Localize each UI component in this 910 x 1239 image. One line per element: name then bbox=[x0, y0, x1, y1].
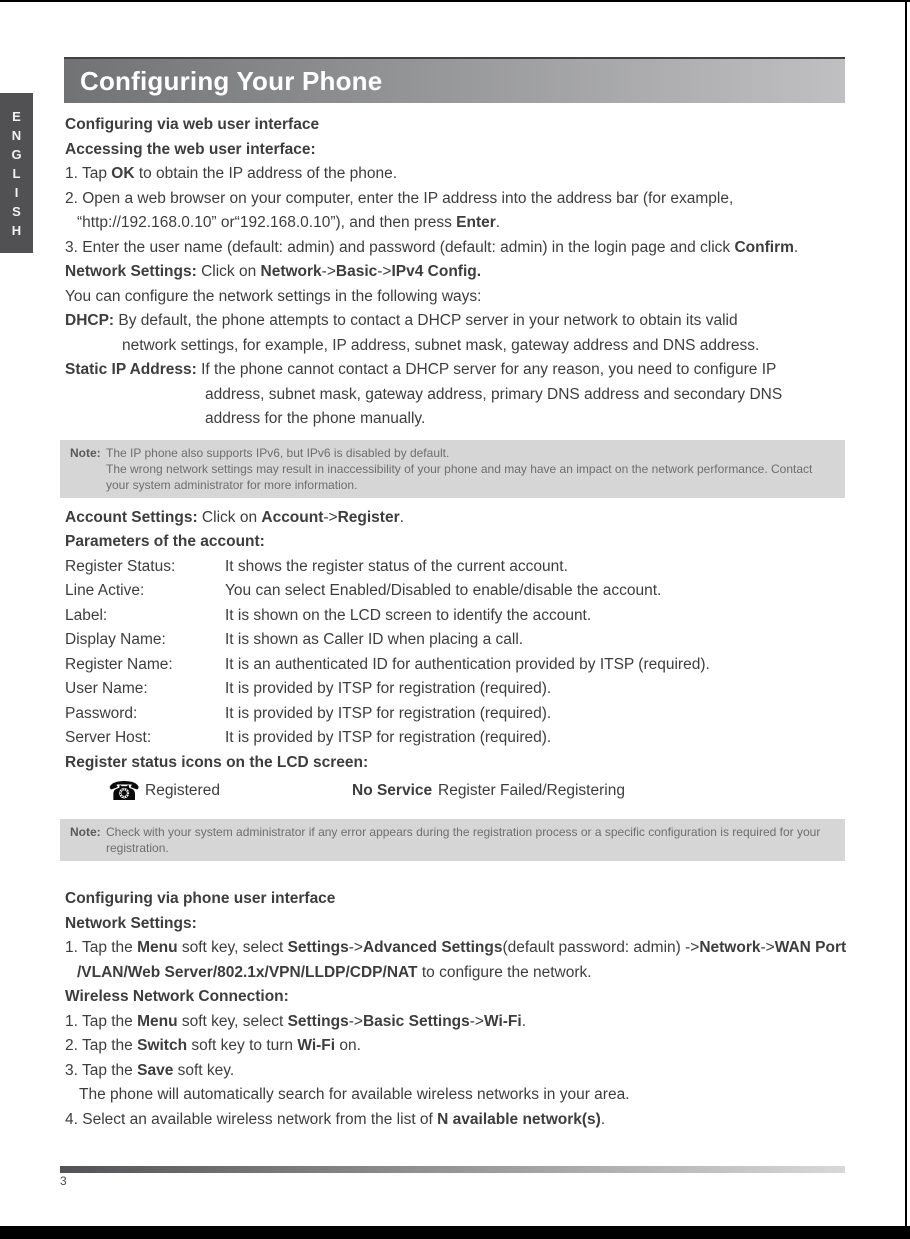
text-run: -> bbox=[323, 508, 338, 526]
bold-text-run: /VLAN/Web Server/802.1x/VPN/LLDP/CDP/NAT bbox=[77, 963, 418, 981]
spacer bbox=[60, 432, 845, 440]
register-status-icons-row bbox=[60, 775, 845, 815]
param-label: Register Name: bbox=[65, 655, 173, 673]
language-letter: H bbox=[11, 222, 22, 238]
text-run: -> bbox=[348, 1012, 363, 1030]
text-line bbox=[60, 751, 845, 776]
text-run: Click on bbox=[197, 508, 262, 526]
bold-text-run: Network Settings: bbox=[65, 263, 197, 280]
bold-text-run: Account Settings: bbox=[65, 508, 198, 526]
text-run: . bbox=[495, 214, 501, 231]
bold-text-run: Network bbox=[260, 263, 322, 280]
language-letter: G bbox=[11, 146, 22, 162]
page-right-border bbox=[905, 0, 907, 1226]
footer-divider-bar bbox=[60, 1166, 845, 1173]
text-run: 2. Tap the bbox=[65, 1037, 138, 1054]
text-run: address for the phone manually. bbox=[205, 410, 426, 427]
text-line bbox=[60, 936, 845, 961]
page-bottom-border bbox=[0, 1226, 910, 1239]
bold-text-run: Register status icons on the LCD screen: bbox=[65, 753, 369, 771]
document-body bbox=[60, 113, 845, 1132]
bold-text-run: Menu bbox=[137, 1012, 178, 1030]
bold-text-run: Account bbox=[261, 508, 324, 526]
param-label: Display Name: bbox=[65, 631, 166, 648]
bold-text-run: Configuring via web user interface bbox=[65, 116, 320, 133]
bold-text-run: Accessing the web user interface: bbox=[65, 140, 316, 158]
param-row bbox=[60, 604, 845, 629]
bold-text-run: IPv4 Config. bbox=[391, 263, 482, 280]
page-number: 3 bbox=[60, 1174, 67, 1188]
language-letter: N bbox=[11, 127, 22, 143]
bold-text-run: OK bbox=[111, 165, 135, 182]
note-label: Note: bbox=[70, 825, 101, 839]
text-run: By default, the phone attempts to contact a DHCP server in your network to obtain its valid bbox=[114, 312, 738, 329]
status-no-service-label: No Service bbox=[352, 782, 433, 799]
text-line bbox=[60, 1059, 845, 1084]
bold-text-run: N available network(s) bbox=[437, 1110, 601, 1128]
text-run: 4. Select an available wireless network from the list of bbox=[65, 1110, 438, 1128]
text-run: . bbox=[399, 508, 404, 526]
bold-text-run: Basic Settings bbox=[362, 1012, 470, 1030]
param-description: It is provided by ITSP for registration (required). bbox=[225, 680, 552, 697]
bold-text-run: Confirm bbox=[734, 238, 794, 256]
text-run: -> bbox=[760, 939, 775, 956]
text-run: If the phone cannot contact a DHCP server for any reason, you need to configure IP bbox=[196, 361, 777, 378]
text-line bbox=[60, 985, 845, 1010]
text-run: . bbox=[600, 1110, 606, 1128]
bold-text-run: Basic bbox=[335, 263, 378, 280]
bold-text-run: Network bbox=[699, 939, 761, 956]
text-line bbox=[60, 1034, 845, 1059]
text-run: 1. Tap the bbox=[65, 1012, 138, 1030]
note-box bbox=[60, 440, 845, 498]
text-line bbox=[60, 236, 845, 261]
bold-text-run: WAN Port bbox=[774, 939, 847, 956]
spacer bbox=[60, 498, 845, 506]
note-box bbox=[60, 819, 845, 861]
text-run: You can configure the network settings in the following ways: bbox=[65, 287, 482, 305]
text-run: -> bbox=[469, 1012, 484, 1030]
text-line bbox=[60, 358, 845, 383]
text-line bbox=[60, 912, 845, 937]
note-paragraph: Check with your system administrator if any error appears during the registration process or a specific configuration is required for your registration. bbox=[106, 825, 821, 855]
param-row bbox=[60, 653, 845, 678]
bold-text-run: Switch bbox=[137, 1037, 188, 1054]
text-line bbox=[60, 309, 845, 334]
text-line bbox=[60, 1108, 845, 1133]
bold-text-run: Advanced Settings bbox=[362, 939, 503, 956]
text-run: network settings, for example, IP address, subnet mask, gateway address and DNS address. bbox=[122, 336, 760, 354]
bold-text-run: Network Settings: bbox=[65, 914, 197, 932]
param-row bbox=[60, 628, 845, 653]
param-row bbox=[60, 677, 845, 702]
param-label: User Name: bbox=[65, 680, 148, 697]
text-line bbox=[60, 260, 845, 285]
text-line bbox=[60, 961, 845, 986]
param-row bbox=[60, 555, 845, 580]
note-paragraph: The wrong network settings may result in inaccessibility of your phone and may have an impact on the network performance. Contact your system administrator for more information. bbox=[106, 461, 813, 492]
bold-text-run: DHCP: bbox=[65, 312, 115, 329]
text-line bbox=[60, 113, 845, 138]
param-row bbox=[60, 702, 845, 727]
text-line bbox=[60, 530, 845, 555]
param-description: It is provided by ITSP for registration (required). bbox=[225, 729, 552, 746]
bold-text-run: Save bbox=[137, 1061, 174, 1079]
param-label: Server Host: bbox=[65, 729, 152, 746]
param-description: It is shown on the LCD screen to identify the account. bbox=[225, 606, 592, 624]
status-failed-label: Register Failed/Registering bbox=[438, 782, 625, 799]
bold-text-run: Menu bbox=[137, 939, 178, 956]
bold-text-run: Wi-Fi bbox=[483, 1012, 522, 1030]
text-run: soft key, select bbox=[177, 1012, 288, 1030]
text-run: -> bbox=[321, 263, 336, 280]
bold-text-run: Parameters of the account: bbox=[65, 533, 265, 550]
param-description: It is provided by ITSP for registration (required). bbox=[225, 704, 552, 722]
text-run: -> bbox=[377, 263, 392, 280]
bold-text-run: Register bbox=[337, 508, 400, 526]
note-paragraph: The IP phone also supports IPv6, but IPv6 is disabled by default. bbox=[106, 445, 450, 460]
text-run: address, subnet mask, gateway address, primary DNS address and secondary DNS bbox=[205, 385, 783, 403]
language-tab-english bbox=[0, 93, 33, 253]
param-label: Password: bbox=[65, 704, 138, 722]
text-run: . bbox=[793, 238, 799, 256]
text-line bbox=[60, 383, 845, 408]
text-run: 1. Tap the bbox=[65, 939, 138, 956]
text-line bbox=[60, 211, 845, 236]
param-label: Line Active: bbox=[65, 582, 145, 599]
note-label: Note: bbox=[70, 445, 101, 460]
text-line bbox=[60, 407, 845, 432]
text-run: . bbox=[521, 1012, 527, 1030]
text-run: (default password: admin) -> bbox=[502, 939, 700, 956]
note-text bbox=[106, 824, 833, 856]
text-line bbox=[60, 138, 845, 163]
spacer bbox=[60, 861, 845, 887]
param-label: Register Status: bbox=[65, 557, 176, 575]
text-run: soft key. bbox=[173, 1061, 235, 1079]
text-run: on. bbox=[335, 1037, 361, 1054]
text-run: soft key, select bbox=[177, 939, 288, 956]
text-run: 1. Tap bbox=[65, 165, 112, 182]
language-letter: S bbox=[12, 203, 21, 219]
text-line bbox=[60, 187, 845, 212]
language-letter: I bbox=[14, 184, 19, 200]
page-title: Configuring Your Phone bbox=[80, 65, 383, 96]
bold-text-run: Static IP Address: bbox=[65, 361, 197, 378]
text-line bbox=[60, 334, 845, 359]
phone-icon: ☎ bbox=[108, 777, 141, 807]
text-run: Click on bbox=[196, 263, 261, 280]
bold-text-run: Wi-Fi bbox=[297, 1037, 336, 1054]
param-row bbox=[60, 726, 845, 751]
text-line bbox=[60, 285, 845, 310]
param-description: It shows the register status of the current account. bbox=[225, 557, 568, 575]
text-run: 3. Tap the bbox=[65, 1061, 138, 1079]
text-run: to configure the network. bbox=[417, 963, 592, 981]
text-run: “http://192.168.0.10” or“192.168.0.10”), and then press bbox=[77, 214, 457, 231]
param-label: Label: bbox=[65, 606, 108, 624]
bold-text-run: Settings bbox=[287, 1012, 349, 1030]
text-run: -> bbox=[348, 939, 363, 956]
language-letter: L bbox=[12, 165, 21, 181]
text-line bbox=[60, 1083, 845, 1108]
param-row bbox=[60, 579, 845, 604]
bold-text-run: Enter bbox=[456, 214, 496, 231]
param-description: It is shown as Caller ID when placing a call. bbox=[225, 631, 524, 648]
bold-text-run: Settings bbox=[287, 939, 349, 956]
text-run: The phone will automatically search for available wireless networks in your area. bbox=[79, 1086, 630, 1103]
text-line bbox=[60, 506, 845, 531]
text-run: 2. Open a web browser on your computer, enter the IP address into the address bar (for example, bbox=[65, 189, 734, 207]
text-line bbox=[60, 162, 845, 187]
text-run: 3. Enter the user name (default: admin) and password (default: admin) in the login page and click bbox=[65, 238, 735, 256]
language-letter: E bbox=[12, 108, 21, 124]
page-top-border bbox=[0, 0, 910, 2]
text-run: soft key to turn bbox=[187, 1037, 298, 1054]
text-run: to obtain the IP address of the phone. bbox=[134, 165, 398, 182]
text-line bbox=[60, 887, 845, 912]
bold-text-run: Configuring via phone user interface bbox=[65, 890, 336, 907]
text-line bbox=[60, 1010, 845, 1035]
page-title-banner bbox=[64, 57, 845, 103]
note-text bbox=[106, 445, 833, 493]
bold-text-run: Wireless Network Connection: bbox=[65, 988, 289, 1005]
param-description: You can select Enabled/Disabled to enable/disable the account. bbox=[225, 582, 662, 599]
status-registered-label: Registered bbox=[145, 782, 220, 799]
param-description: It is an authenticated ID for authentication provided by ITSP (required). bbox=[225, 655, 710, 673]
